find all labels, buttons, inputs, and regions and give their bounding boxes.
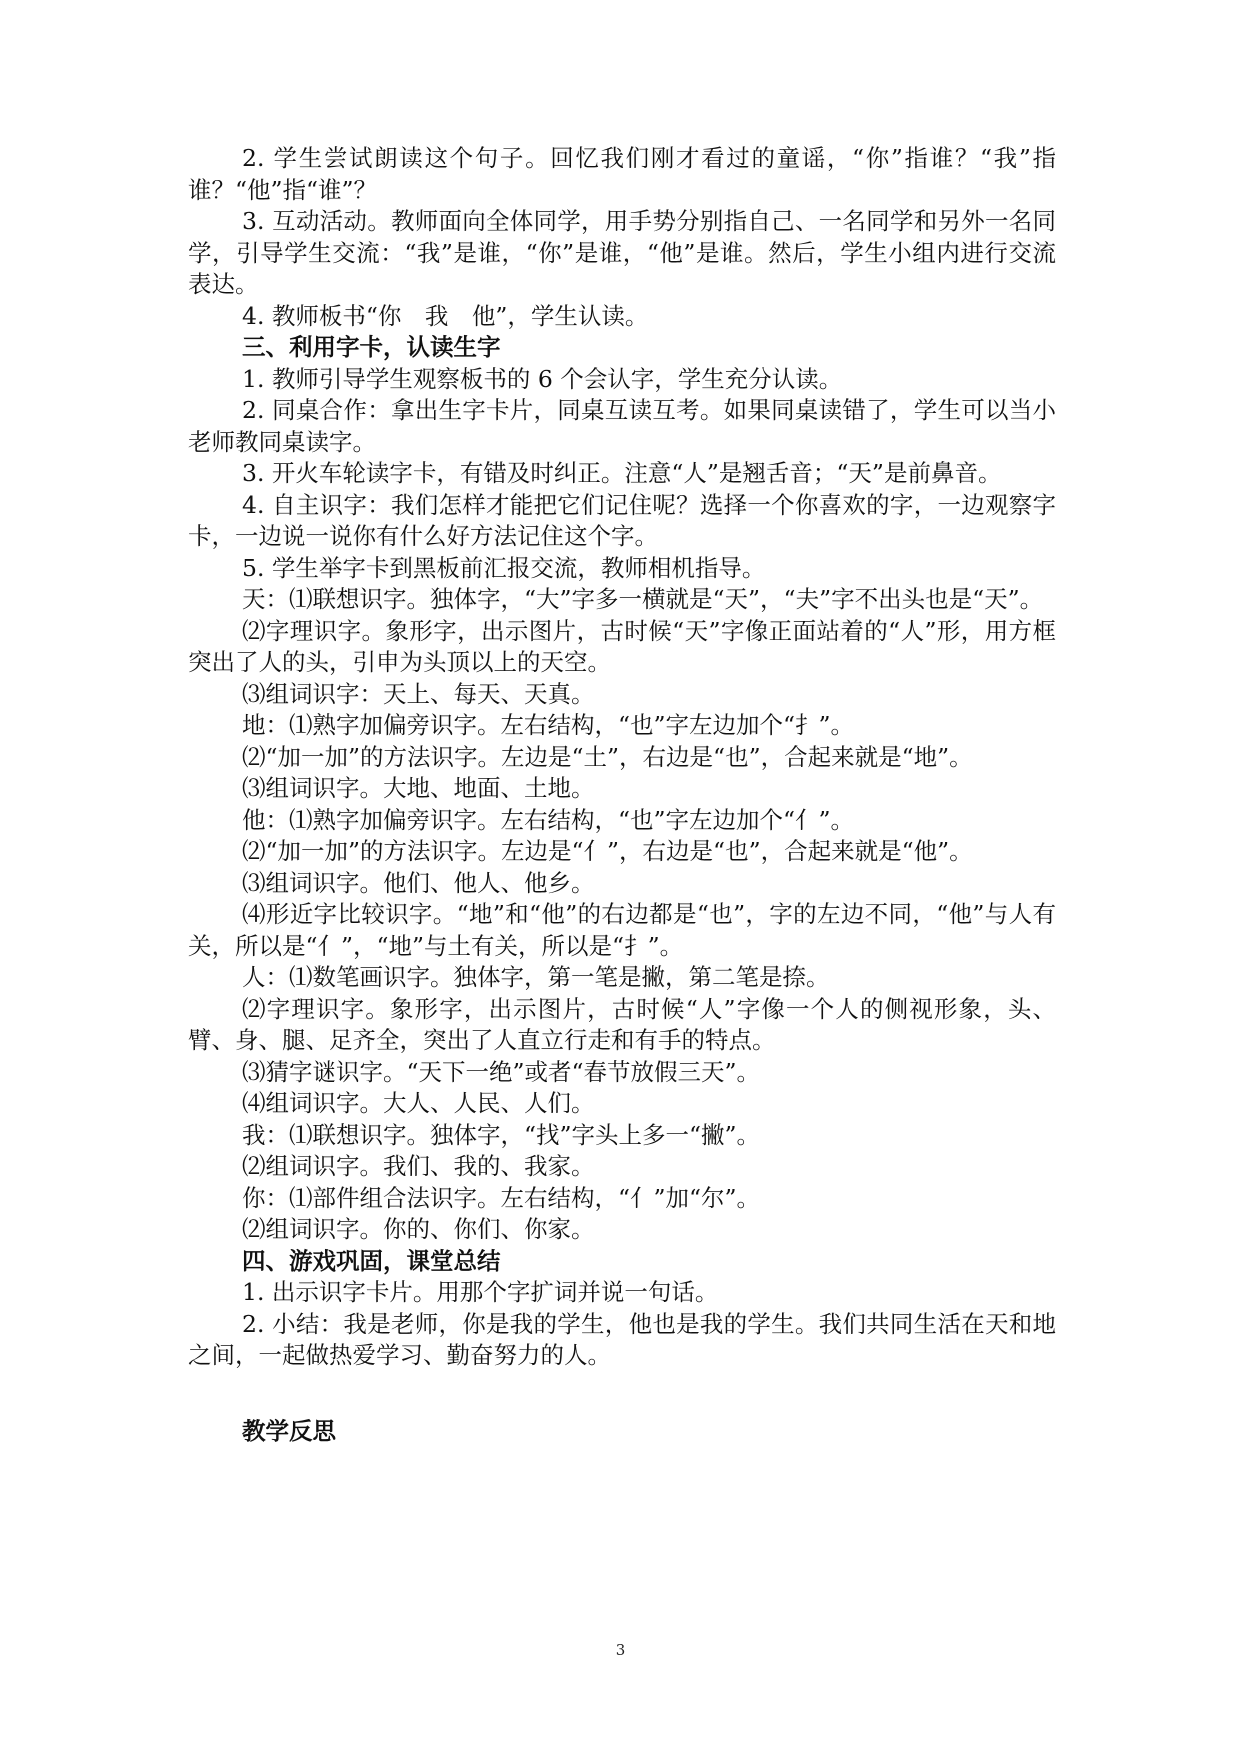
section-heading: 三、利用字卡，认读生字 — [242, 333, 501, 361]
paragraph: ⑵“加一加”的方法识字。左边是“土”，右边是“也”，合起来就是“地”。 — [242, 742, 973, 771]
section-heading: 四、游戏巩固，课堂总结 — [242, 1246, 501, 1275]
paragraph: ⑵组词识字。你的、你们、你家。 — [242, 1215, 595, 1243]
paragraph: 5. 学生举字卡到黑板前汇报交流，教师相机指导。 — [242, 553, 766, 582]
paragraph: 4. 自主识字：我们怎样才能把它们记住呢？选择一个你喜欢的字，一边观察字卡，一边说一说你有什么好方法记住这个字。 — [188, 490, 1056, 550]
paragraph: 地：⑴熟字加偏旁识字。左右结构，“也”字左边加个“扌”。 — [242, 711, 855, 739]
paragraph: 1. 教师引导学生观察板书的 6 个会认字，学生充分认读。 — [242, 364, 843, 393]
paragraph: 4. 教师板书“你 我 他”，学生认读。 — [242, 301, 649, 330]
paragraph: ⑷形近字比较识字。“地”和“他”的右边都是“也”，字的左边不同，“他”与人有关，所以是“亻”，“地”与土有关，所以是“扌”。 — [188, 900, 1056, 960]
paragraph: ⑷组词识字。大人、人民、人们。 — [242, 1089, 595, 1117]
document-body — [188, 143, 1056, 1447]
reflection-title: 教学反思 — [242, 1416, 336, 1445]
paragraph: 他：⑴熟字加偏旁识字。左右结构，“也”字左边加个“亻”。 — [242, 805, 855, 834]
paragraph: ⑶组词识字。他们、他人、他乡。 — [242, 868, 595, 897]
paragraph: 人：⑴数笔画识字。独体字，第一笔是撇，第二笔是捺。 — [242, 963, 830, 991]
paragraph: 你：⑴部件组合法识字。左右结构，“亻”加“尔”。 — [242, 1183, 761, 1212]
paragraph: ⑶猜字谜识字。“天下一绝”或者“春节放假三天”。 — [242, 1057, 761, 1086]
paragraph: 2. 学生尝试朗读这个句子。回忆我们刚才看过的童谣，“你”指谁？“我”指谁？“他”指“谁”？ — [188, 144, 1056, 204]
paragraph: 3. 互动活动。教师面向全体同学，用手势分别指自己、一名同学和另外一名同学，引导学生交流：“我”是谁，“你”是谁，“他”是谁。然后，学生小组内进行交流表达。 — [188, 207, 1056, 298]
page-number: 3 — [615, 1641, 626, 1659]
paragraph: ⑵字理识字。象形字，出示图片，古时候“天”字像正面站着的“人”形，用方框突出了人的头，引申为头顶以上的天空。 — [188, 616, 1056, 676]
spacer — [188, 1372, 1056, 1416]
paragraph: 2. 小结：我是老师，你是我的学生，他也是我的学生。我们共同生活在天和地之间，一起做热爱学习、勤奋努力的人。 — [188, 1309, 1056, 1369]
paragraph: 我：⑴联想识字。独体字，“找”字头上多一“撇”。 — [242, 1120, 761, 1149]
paragraph: 3. 开火车轮读字卡，有错及时纠正。注意“人”是翘舌音；“天”是前鼻音。 — [242, 459, 1002, 487]
paragraph: 2. 同桌合作：拿出生字卡片，同桌互读互考。如果同桌读错了，学生可以当小老师教同桌读字。 — [188, 396, 1056, 456]
paragraph: ⑶组词识字。大地、地面、土地。 — [242, 774, 595, 802]
paragraph: ⑵“加一加”的方法识字。左边是“亻”，右边是“也”，合起来就是“他”。 — [242, 837, 973, 865]
paragraph: ⑵组词识字。我们、我的、我家。 — [242, 1152, 595, 1180]
paragraph: ⑵字理识字。象形字，出示图片，古时候“人”字像一个人的侧视形象，头、臂、身、腿、足齐全，突出了人直立行走和有手的特点。 — [188, 994, 1056, 1054]
paragraph: 天：⑴联想识字。独体字，“大”字多一横就是“天”，“夫”字不出头也是“天”。 — [242, 585, 1044, 613]
paragraph: ⑶组词识字：天上、每天、天真。 — [242, 679, 595, 708]
paragraph: 1. 出示识字卡片。用那个字扩词并说一句话。 — [242, 1278, 719, 1306]
